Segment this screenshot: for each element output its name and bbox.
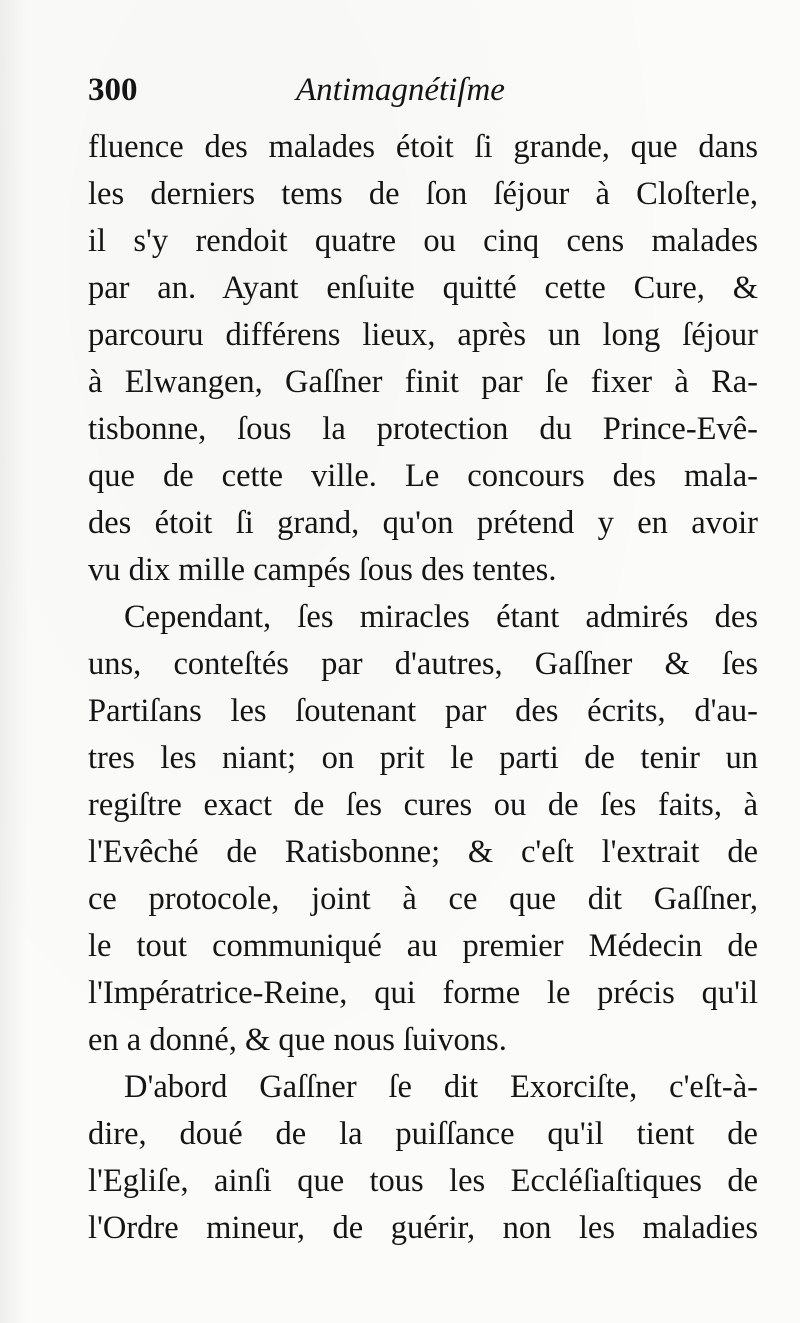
body-text (88, 124, 758, 1252)
page-number: 300 (88, 72, 138, 108)
text-line: par an. Ayant enſuite quitté cette Cure, & (88, 270, 758, 306)
text-line: uns, conteſtés par d'autres, Gaſſner & ſes (88, 646, 758, 682)
text-line: parcouru différens lieux, après un long ſéjour (88, 317, 758, 353)
text-line: vu dix mille campés ſous des tentes. (88, 552, 557, 588)
text-line: tres les niant; on prit le parti de tenir un (88, 740, 758, 776)
text-line: ce protocole, joint à ce que dit Gaſſner, (88, 881, 758, 917)
text-line: Partiſans les ſoutenant par des écrits, d'au- (88, 693, 758, 729)
text-line: Cependant, ſes miracles étant admirés des (124, 599, 758, 635)
text-line: tisbonne, ſous la protection du Prince-Evê- (88, 411, 758, 447)
text-line: les derniers tems de ſon ſéjour à Cloſterle, (88, 176, 758, 212)
text-line: le tout communiqué au premier Médecin de (88, 928, 758, 964)
text-line: dire, doué de la puiſſance qu'il tient de (88, 1116, 758, 1152)
text-line: fluence des malades étoit ſi grande, que dans (88, 129, 758, 165)
text-line: il s'y rendoit quatre ou cinq cens malades (88, 223, 758, 259)
text-line: regiſtre exact de ſes cures ou de ſes faits, à (88, 787, 758, 823)
text-line: l'Impératrice-Reine, qui forme le précis qu'il (88, 975, 758, 1011)
text-line: l'Ordre mineur, de guérir, non les maladies (88, 1210, 758, 1246)
running-head (88, 70, 760, 110)
text-line: des étoit ſi grand, qu'on prétend y en avoir (88, 505, 758, 541)
text-line: l'Evêché de Ratisbonne; & c'eſt l'extrait de (88, 834, 758, 870)
text-line: en a donné, & que nous ſuivons. (88, 1022, 507, 1058)
text-line: l'Egliſe, ainſi que tous les Eccléſiaſtiques de (88, 1163, 758, 1199)
running-title: Antimagnétiſme (296, 72, 505, 108)
text-line: à Elwangen, Gaſſner finit par ſe fixer à Ra- (88, 364, 758, 400)
text-line: D'abord Gaſſner ſe dit Exorciſte, c'eſt-à- (124, 1069, 758, 1105)
text-line: que de cette ville. Le concours des mala- (88, 458, 758, 494)
